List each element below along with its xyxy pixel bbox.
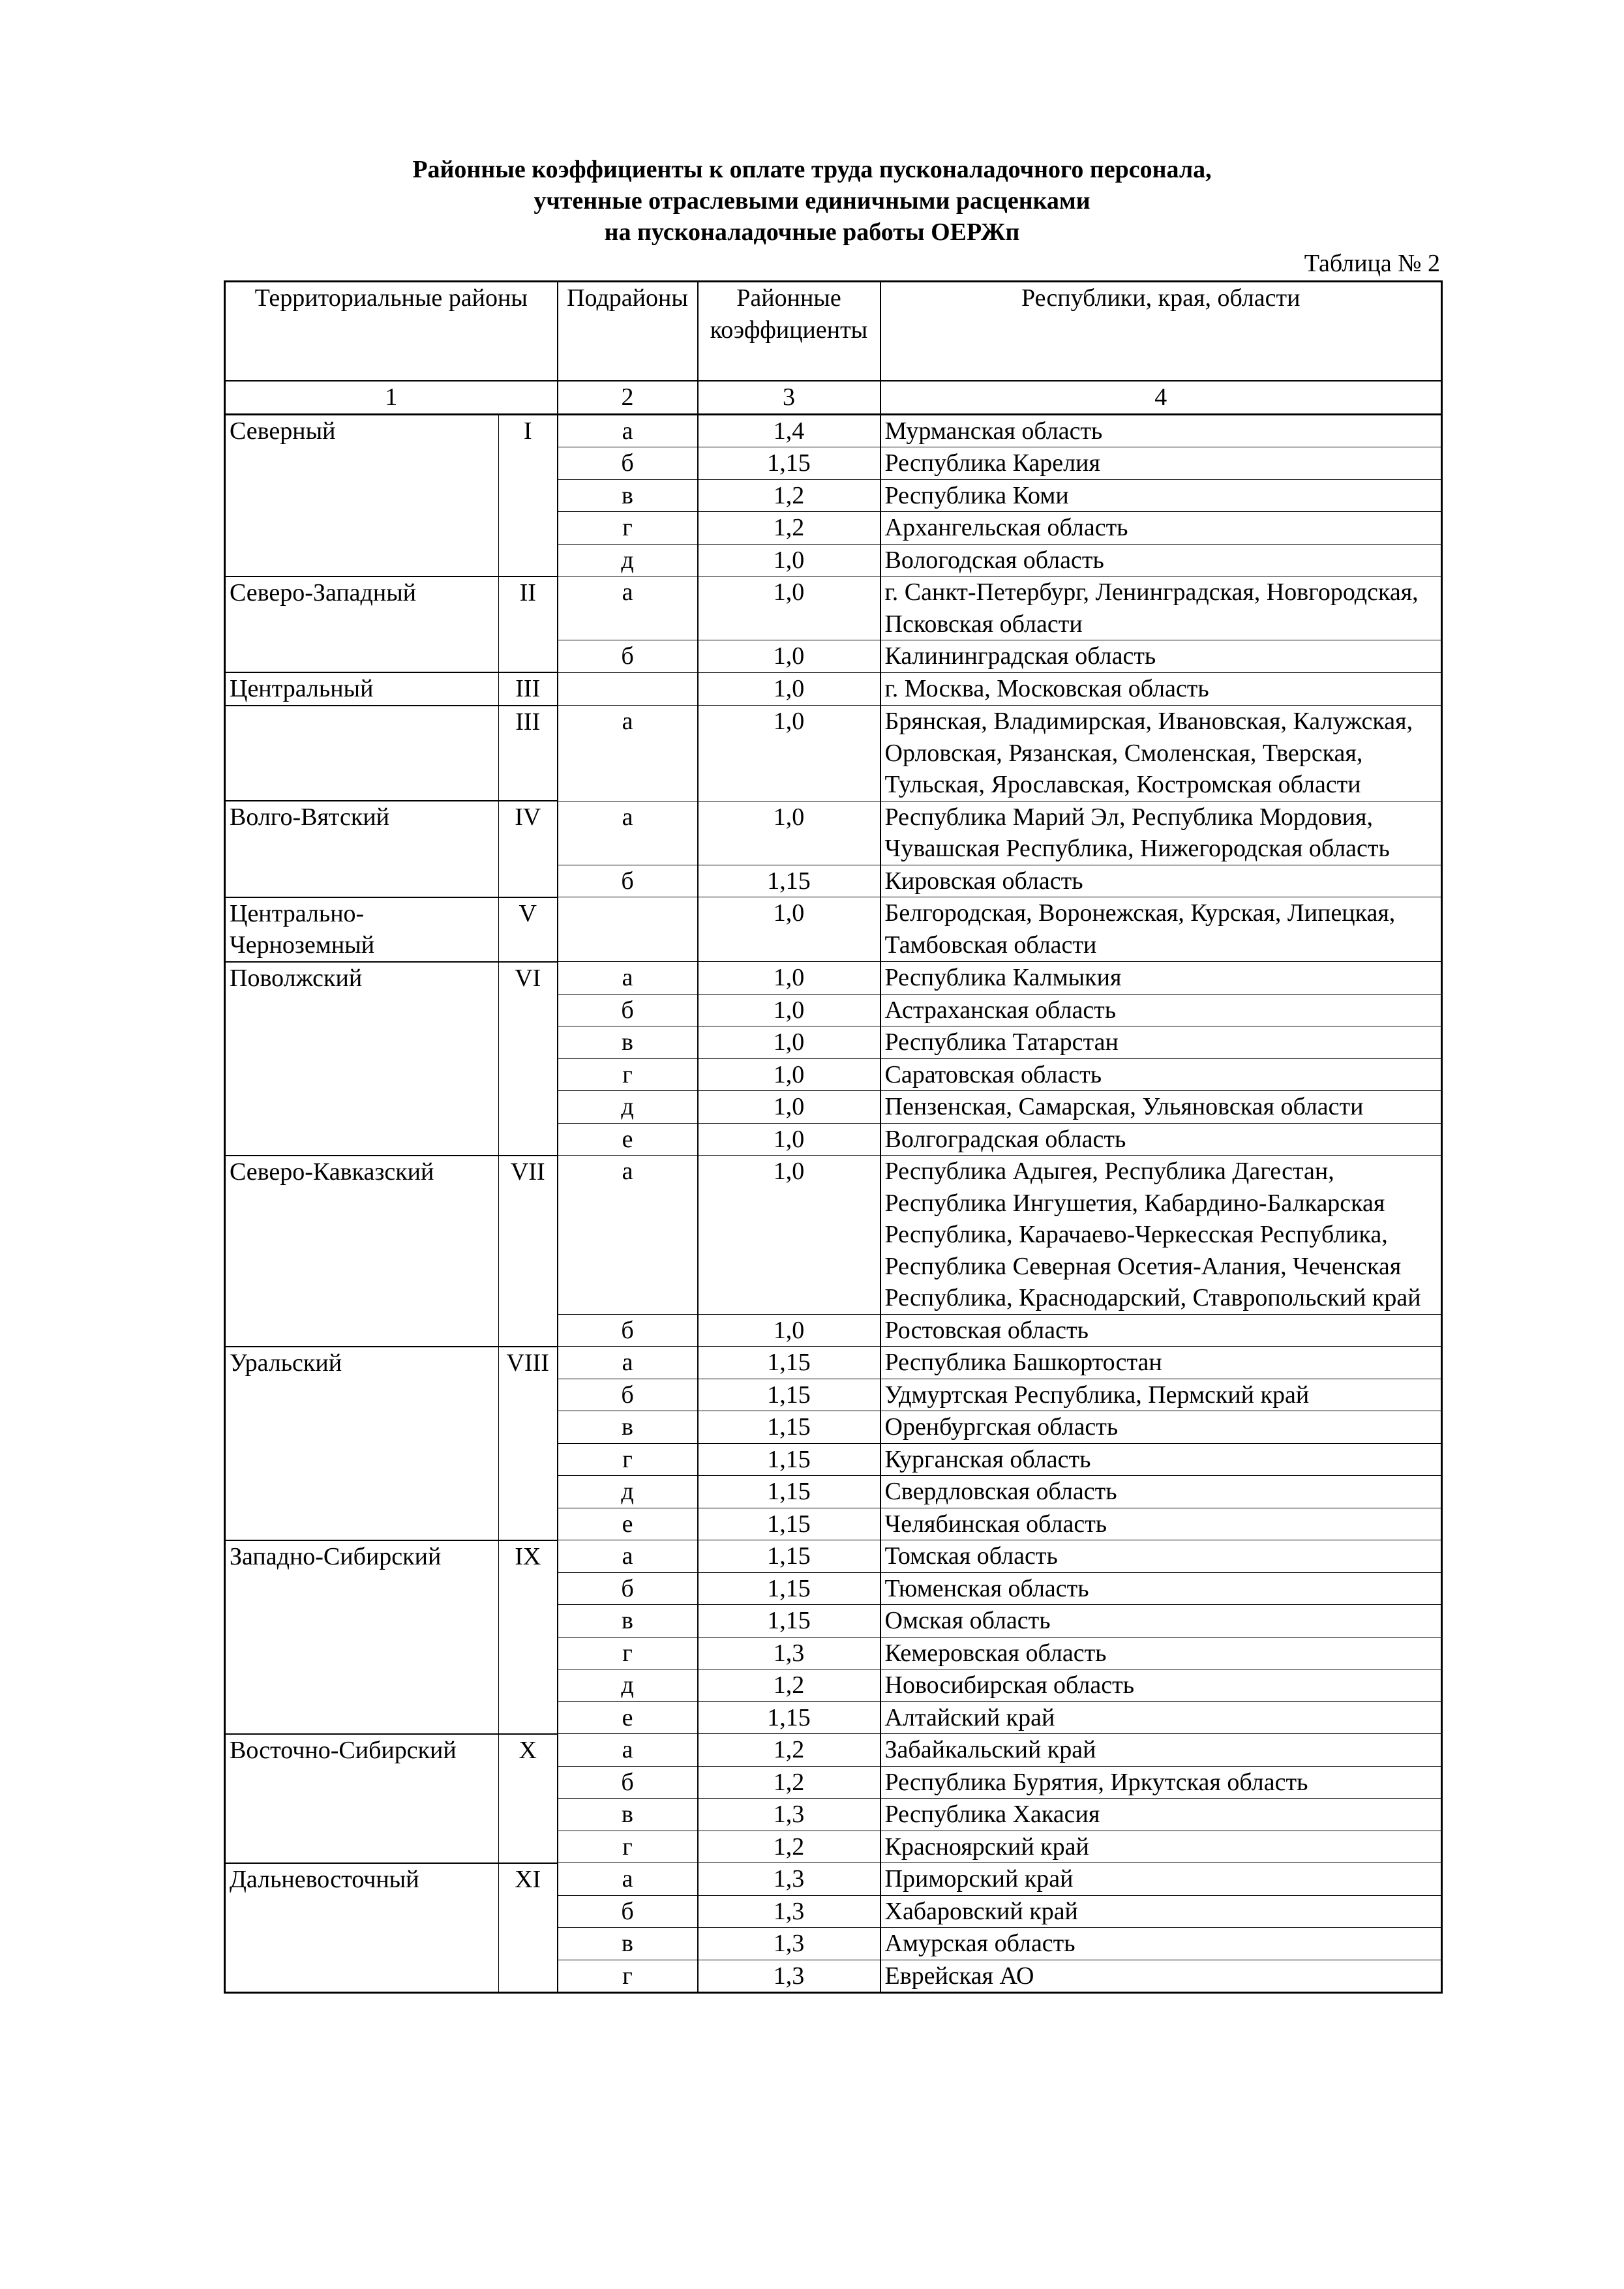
subdistrict-cell: б xyxy=(558,994,698,1026)
coefficient-cell: 1,15 xyxy=(698,1572,880,1605)
regions-cell: Еврейская АО xyxy=(880,1960,1442,1993)
title-line: Районные коэффициенты к оплате труда пусконаладочного персонала, xyxy=(412,156,1212,183)
district-roman-number: VII xyxy=(499,1156,558,1347)
subdistrict-cell: д xyxy=(558,1669,698,1702)
regions-cell: Забайкальский край xyxy=(880,1734,1442,1767)
table-body xyxy=(225,414,1442,1993)
coefficient-cell: 1,2 xyxy=(698,1669,880,1702)
district-roman-number: V xyxy=(499,897,558,962)
coefficient-cell: 1,3 xyxy=(698,1799,880,1831)
table-row xyxy=(225,962,1442,995)
regions-cell: Курганская область xyxy=(880,1443,1442,1476)
coefficient-cell: 1,0 xyxy=(698,1091,880,1124)
regions-cell: г. Санкт-Петербург, Ленинградская, Новгородская, Псковская области xyxy=(880,576,1442,640)
regions-cell: Республика Марий Эл, Республика Мордовия, Чувашская Республика, Нижегородская область xyxy=(880,801,1442,865)
coefficient-cell: 1,3 xyxy=(698,1637,880,1669)
coefficient-cell: 1,0 xyxy=(698,1156,880,1315)
coefficients-table xyxy=(224,280,1443,1994)
subdistrict-cell xyxy=(558,672,698,706)
subdistrict-cell: в xyxy=(558,1928,698,1960)
coefficient-cell: 1,15 xyxy=(698,1701,880,1734)
coefficient-cell: 1,2 xyxy=(698,479,880,512)
regions-cell: Свердловская область xyxy=(880,1476,1442,1508)
coefficient-cell: 1,15 xyxy=(698,1605,880,1638)
territorial-district: Поволжский xyxy=(225,962,499,1156)
regions-cell: Новосибирская область xyxy=(880,1669,1442,1702)
regions-cell: Оренбургская область xyxy=(880,1411,1442,1444)
subdistrict-cell: а xyxy=(558,1347,698,1379)
subdistrict-cell: е xyxy=(558,1508,698,1540)
subdistrict-cell: д xyxy=(558,1476,698,1508)
regions-cell: Мурманская область xyxy=(880,414,1442,447)
coefficient-cell: 1,15 xyxy=(698,1476,880,1508)
regions-cell: Ростовская область xyxy=(880,1314,1442,1347)
coefficient-cell: 1,15 xyxy=(698,1540,880,1573)
table-number: Таблица № 2 xyxy=(1304,250,1440,277)
subdistrict-cell: г xyxy=(558,1831,698,1863)
regions-cell: Архангельская область xyxy=(880,512,1442,545)
coefficient-cell: 1,15 xyxy=(698,1379,880,1411)
table-row xyxy=(225,1347,1442,1379)
district-roman-number: VIII xyxy=(499,1347,558,1540)
regions-cell: Челябинская область xyxy=(880,1508,1442,1540)
column-numbers-row xyxy=(225,381,1442,414)
subdistrict-cell: а xyxy=(558,576,698,640)
district-roman-number: II xyxy=(499,576,558,673)
subdistrict-cell: г xyxy=(558,512,698,545)
subdistrict-cell: в xyxy=(558,1799,698,1831)
coefficient-cell: 1,15 xyxy=(698,447,880,480)
coefficient-cell: 1,3 xyxy=(698,1863,880,1896)
subdistrict-cell: в xyxy=(558,1026,698,1059)
regions-cell: Саратовская область xyxy=(880,1058,1442,1091)
coefficient-cell: 1,3 xyxy=(698,1928,880,1960)
regions-cell: Омская область xyxy=(880,1605,1442,1638)
subdistrict-cell: а xyxy=(558,1156,698,1315)
territorial-district: Волго-Вятский xyxy=(225,801,499,897)
coefficient-cell: 1,2 xyxy=(698,1766,880,1799)
subdistrict-cell: б xyxy=(558,640,698,673)
regions-cell: Волгоградская область xyxy=(880,1123,1442,1156)
coefficient-cell: 1,0 xyxy=(698,706,880,801)
regions-cell: Пензенская, Самарская, Ульяновская области xyxy=(880,1091,1442,1124)
coefficient-cell: 1,0 xyxy=(698,544,880,576)
subdistrict-cell: б xyxy=(558,447,698,480)
territorial-district: Северо-Кавказский xyxy=(225,1156,499,1347)
table-row xyxy=(225,706,1442,801)
regions-cell: Кемеровская область xyxy=(880,1637,1442,1669)
regions-cell: Амурская область xyxy=(880,1928,1442,1960)
table-row xyxy=(225,1540,1442,1573)
district-roman-number: XI xyxy=(499,1863,558,1993)
column-number: 4 xyxy=(880,381,1442,414)
coefficient-cell: 1,0 xyxy=(698,994,880,1026)
territorial-district: Восточно-Сибирский xyxy=(225,1734,499,1863)
table-row xyxy=(225,576,1442,640)
column-number: 2 xyxy=(558,381,698,414)
coefficient-cell: 1,0 xyxy=(698,1314,880,1347)
table-row xyxy=(225,801,1442,865)
table-row xyxy=(225,414,1442,447)
regions-cell: Республика Карелия xyxy=(880,447,1442,480)
territorial-district: Центрально-Черноземный xyxy=(225,897,499,962)
subdistrict-cell: б xyxy=(558,1766,698,1799)
subdistrict-cell: е xyxy=(558,1123,698,1156)
subdistrict-cell: б xyxy=(558,865,698,897)
coefficient-cell: 1,3 xyxy=(698,1960,880,1993)
table-header-row xyxy=(225,282,1442,382)
column-number: 3 xyxy=(698,381,880,414)
coefficient-cell: 1,0 xyxy=(698,1026,880,1059)
table-row xyxy=(225,1863,1442,1896)
subdistrict-cell: б xyxy=(558,1572,698,1605)
regions-cell: Приморский край xyxy=(880,1863,1442,1896)
district-roman-number: X xyxy=(499,1734,558,1863)
district-roman-number: IV xyxy=(499,801,558,897)
territorial-district: Дальневосточный xyxy=(225,1863,499,1993)
territorial-district xyxy=(225,706,499,801)
subdistrict-cell: г xyxy=(558,1058,698,1091)
subdistrict-cell: в xyxy=(558,1605,698,1638)
regions-cell: Астраханская область xyxy=(880,994,1442,1026)
header-regions: Республики, края, области xyxy=(880,282,1442,382)
coefficient-cell: 1,0 xyxy=(698,897,880,962)
document-title xyxy=(0,154,1624,248)
regions-cell: Тюменская область xyxy=(880,1572,1442,1605)
coefficient-cell: 1,0 xyxy=(698,1058,880,1091)
coefficient-cell: 1,15 xyxy=(698,1508,880,1540)
territorial-district: Северо-Западный xyxy=(225,576,499,673)
subdistrict-cell: д xyxy=(558,1091,698,1124)
regions-cell: Республика Коми xyxy=(880,479,1442,512)
subdistrict-cell: а xyxy=(558,1734,698,1767)
regions-cell: Республика Бурятия, Иркутская область xyxy=(880,1766,1442,1799)
regions-cell: г. Москва, Московская область xyxy=(880,672,1442,706)
regions-cell: Брянская, Владимирская, Ивановская, Калужская, Орловская, Рязанская, Смоленская, Тверская, Тульская, Ярославская, Костромская области xyxy=(880,706,1442,801)
subdistrict-cell: б xyxy=(558,1314,698,1347)
subdistrict-cell: г xyxy=(558,1637,698,1669)
subdistrict-cell: в xyxy=(558,1411,698,1444)
territorial-district: Уральский xyxy=(225,1347,499,1540)
regions-cell: Калининградская область xyxy=(880,640,1442,673)
regions-cell: Республика Башкортостан xyxy=(880,1347,1442,1379)
header-coefficients-line1: Районные xyxy=(736,284,841,312)
subdistrict-cell: а xyxy=(558,706,698,801)
territorial-district: Северный xyxy=(225,414,499,576)
subdistrict-cell: в xyxy=(558,479,698,512)
table-row xyxy=(225,1156,1442,1315)
coefficient-cell: 1,4 xyxy=(698,414,880,447)
subdistrict-cell: е xyxy=(558,1701,698,1734)
territorial-district: Западно-Сибирский xyxy=(225,1540,499,1734)
table-row xyxy=(225,672,1442,706)
regions-cell: Удмуртская Республика, Пермский край xyxy=(880,1379,1442,1411)
subdistrict-cell: а xyxy=(558,962,698,995)
title-line: на пусконаладочные работы ОЕРЖп xyxy=(604,218,1020,246)
regions-cell: Томская область xyxy=(880,1540,1442,1573)
table-row xyxy=(225,897,1442,962)
coefficient-cell: 1,15 xyxy=(698,1411,880,1444)
regions-cell: Республика Адыгея, Республика Дагестан, Республика Ингушетия, Кабардино-Балкарская Республика, Карачаево-Черкесская Республика, Республика Северная Осетия-Алания, Чеченская Республика, Краснодарский, Ставропольский край xyxy=(880,1156,1442,1315)
coefficient-cell: 1,15 xyxy=(698,1347,880,1379)
district-roman-number: III xyxy=(499,706,558,801)
regions-cell: Хабаровский край xyxy=(880,1895,1442,1928)
district-roman-number: I xyxy=(499,414,558,576)
district-roman-number: IX xyxy=(499,1540,558,1734)
column-number: 1 xyxy=(225,381,558,414)
coefficient-cell: 1,2 xyxy=(698,1831,880,1863)
regions-cell: Красноярский край xyxy=(880,1831,1442,1863)
coefficient-cell: 1,15 xyxy=(698,865,880,897)
header-coefficients-line2: коэффициенты xyxy=(710,316,868,344)
subdistrict-cell: г xyxy=(558,1960,698,1993)
regions-cell: Алтайский край xyxy=(880,1701,1442,1734)
coefficient-cell: 1,0 xyxy=(698,801,880,865)
subdistrict-cell: а xyxy=(558,801,698,865)
territorial-district: Центральный xyxy=(225,672,499,706)
regions-cell: Белгородская, Воронежская, Курская, Липецкая, Тамбовская области xyxy=(880,897,1442,962)
coefficient-cell: 1,0 xyxy=(698,962,880,995)
table-row xyxy=(225,1734,1442,1767)
title-line: учтенные отраслевыми единичными расценками xyxy=(534,187,1090,215)
coefficient-cell: 1,0 xyxy=(698,672,880,706)
subdistrict-cell: д xyxy=(558,544,698,576)
coefficient-cell: 1,0 xyxy=(698,640,880,673)
coefficient-cell: 1,15 xyxy=(698,1443,880,1476)
subdistrict-cell: б xyxy=(558,1379,698,1411)
district-roman-number: III xyxy=(499,672,558,706)
subdistrict-cell: а xyxy=(558,414,698,447)
regions-cell: Кировская область xyxy=(880,865,1442,897)
header-subdistricts: Подрайоны xyxy=(558,282,698,382)
regions-cell: Вологодская область xyxy=(880,544,1442,576)
header-coefficients xyxy=(698,282,880,382)
coefficient-cell: 1,2 xyxy=(698,1734,880,1767)
district-roman-number: VI xyxy=(499,962,558,1156)
coefficient-cell: 1,0 xyxy=(698,1123,880,1156)
subdistrict-cell: а xyxy=(558,1863,698,1896)
subdistrict-cell: а xyxy=(558,1540,698,1573)
regions-cell: Республика Калмыкия xyxy=(880,962,1442,995)
subdistrict-cell: г xyxy=(558,1443,698,1476)
coefficient-cell: 1,0 xyxy=(698,576,880,640)
subdistrict-cell xyxy=(558,897,698,962)
regions-cell: Республика Татарстан xyxy=(880,1026,1442,1059)
coefficient-cell: 1,3 xyxy=(698,1895,880,1928)
coefficient-cell: 1,2 xyxy=(698,512,880,545)
subdistrict-cell: б xyxy=(558,1895,698,1928)
regions-cell: Республика Хакасия xyxy=(880,1799,1442,1831)
header-territorial: Территориальные районы xyxy=(225,282,558,382)
